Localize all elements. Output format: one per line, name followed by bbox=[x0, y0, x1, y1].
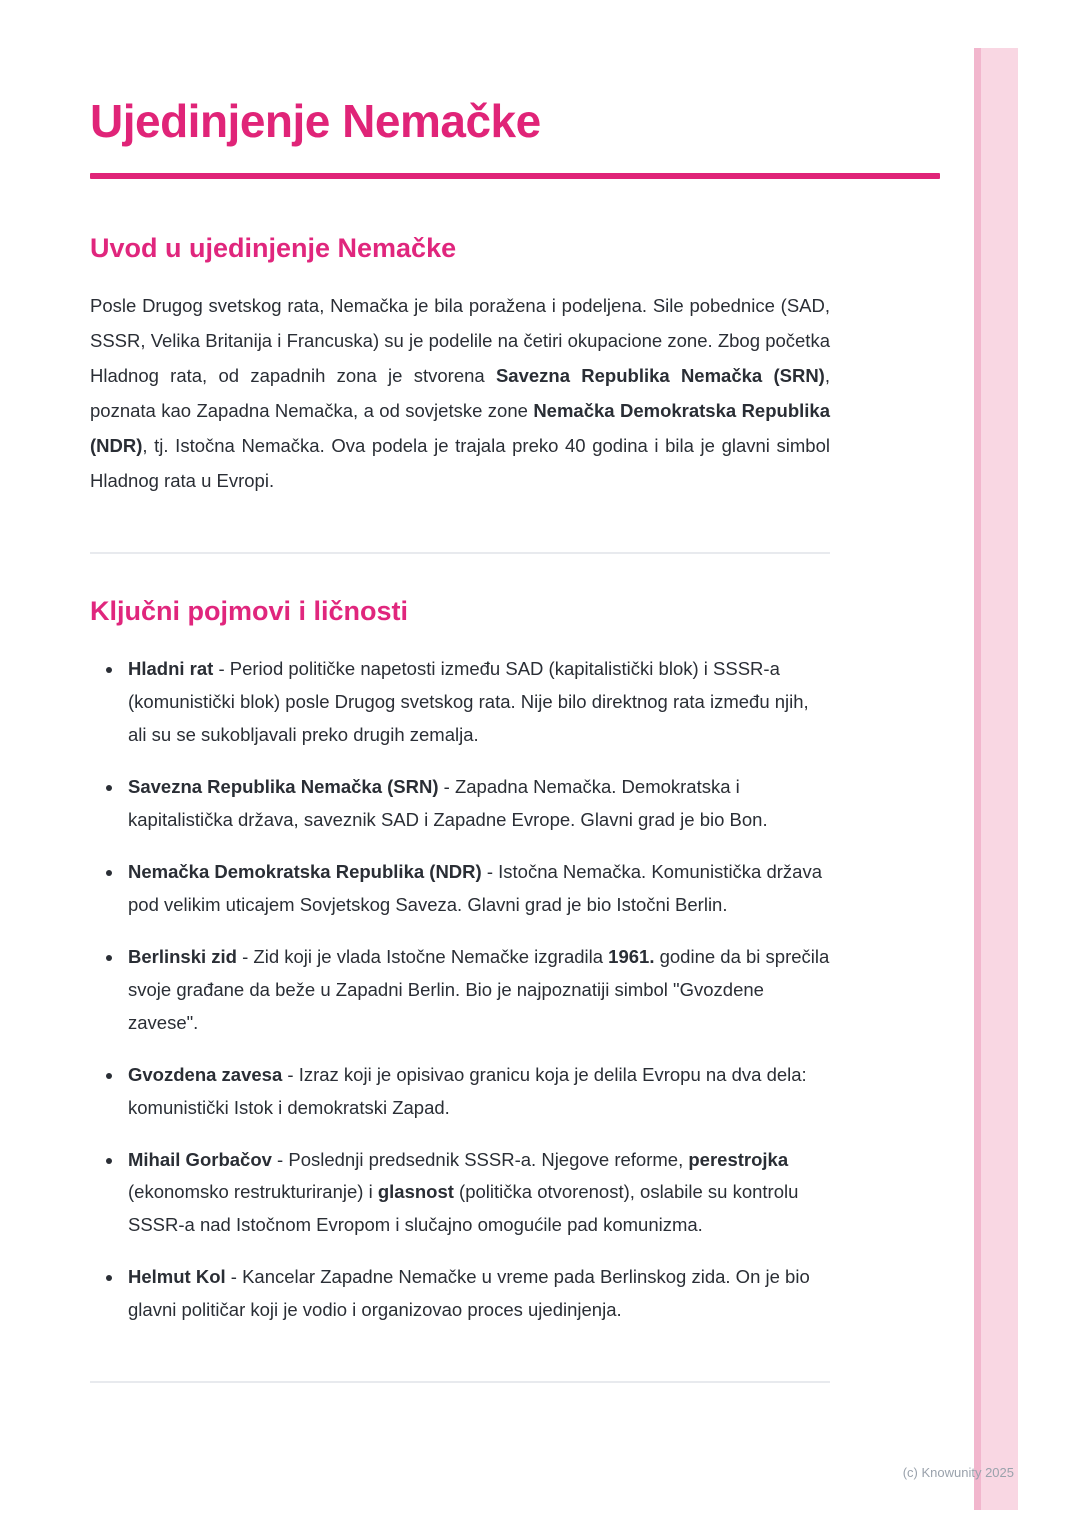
section-heading-uvod: Uvod u ujedinjenje Nemačke bbox=[90, 232, 457, 263]
title-rule bbox=[90, 173, 940, 179]
side-stripe bbox=[974, 48, 1018, 1510]
footer-credit: (c) Knowunity 2025 bbox=[902, 1465, 1014, 1480]
section-heading-kljucni: Ključni pojmovi i ličnosti bbox=[90, 596, 409, 627]
page-title: Ujedinjenje Nemačke bbox=[90, 95, 541, 147]
section-divider-bottom bbox=[90, 1381, 830, 1383]
key-terms-list bbox=[90, 653, 830, 1327]
list-item: • Hladni rat - Period političke napetosti između SAD (kapitalistički blok) i SSSR-a (komunistički blok) posle Drugog svetskog rata. Nije bilo direktnog rata između njih, ali su se sukobljavali preko drugih zemalja. bbox=[124, 653, 830, 752]
list-item: • Savezna Republika Nemačka (SRN) - Zapadna Nemačka. Demokratska i kapitalistička država, saveznik SAD i Zapadne Evrope. Glavni grad je bio Bon. bbox=[124, 771, 830, 837]
intro-paragraph: Posle Drugog svetskog rata, Nemačka je bila poražena i podeljena. Sile pobednice (SAD, SSSR, Velika Britanija i Francuska) su je podelile na četiri okupacione zone. Zbog početka Hladnog rata, od zapadnih zona je stvorena Savezna Republika Nemačka (SRN), poznata kao Zapadna Nemačka, a od sovjetske zone Nemačka Demokratska Republika (NDR), tj. Istočna Nemačka. Ova podela je trajala preko 40 godina i bila je glavni simbol Hladnog rata u Evropi. bbox=[90, 294, 830, 492]
list-item: • Berlinski zid - Zid koji je vlada Istočne Nemačke izgradila 1961. godine da bi sprečila svoje građane da beže u Zapadni Berlin. Bio je najpoznatiji simbol "Gvozdene zavese". bbox=[124, 941, 830, 1040]
list-item: • Nemačka Demokratska Republika (NDR) - Istočna Nemačka. Komunistička država pod velikim uticajem Sovjetskog Saveza. Glavni grad je bio Istočni Berlin. bbox=[124, 856, 830, 922]
section-divider-top bbox=[90, 552, 830, 554]
list-item: • Mihail Gorbačov - Poslednji predsednik SSSR-a. Njegove reforme, perestrojka (ekonomsko restrukturiranje) i glasnost (politička otvorenost), oslabile su kontrolu SSSR-a nad Istočnom Evropom i slučajno omogućile pad komunizma. bbox=[124, 1144, 830, 1243]
list-item: • Gvozdena zavesa - Izraz koji je opisivao granicu koja je delila Evropu na dva dela: komunistički Istok i demokratski Zapad. bbox=[124, 1059, 830, 1125]
document-page bbox=[90, 0, 830, 1383]
list-item: • Helmut Kol - Kancelar Zapadne Nemačke u vreme pada Berlinskog zida. On je bio glavni političar koji je vodio i organizovao proces ujedinjenja. bbox=[124, 1261, 830, 1327]
